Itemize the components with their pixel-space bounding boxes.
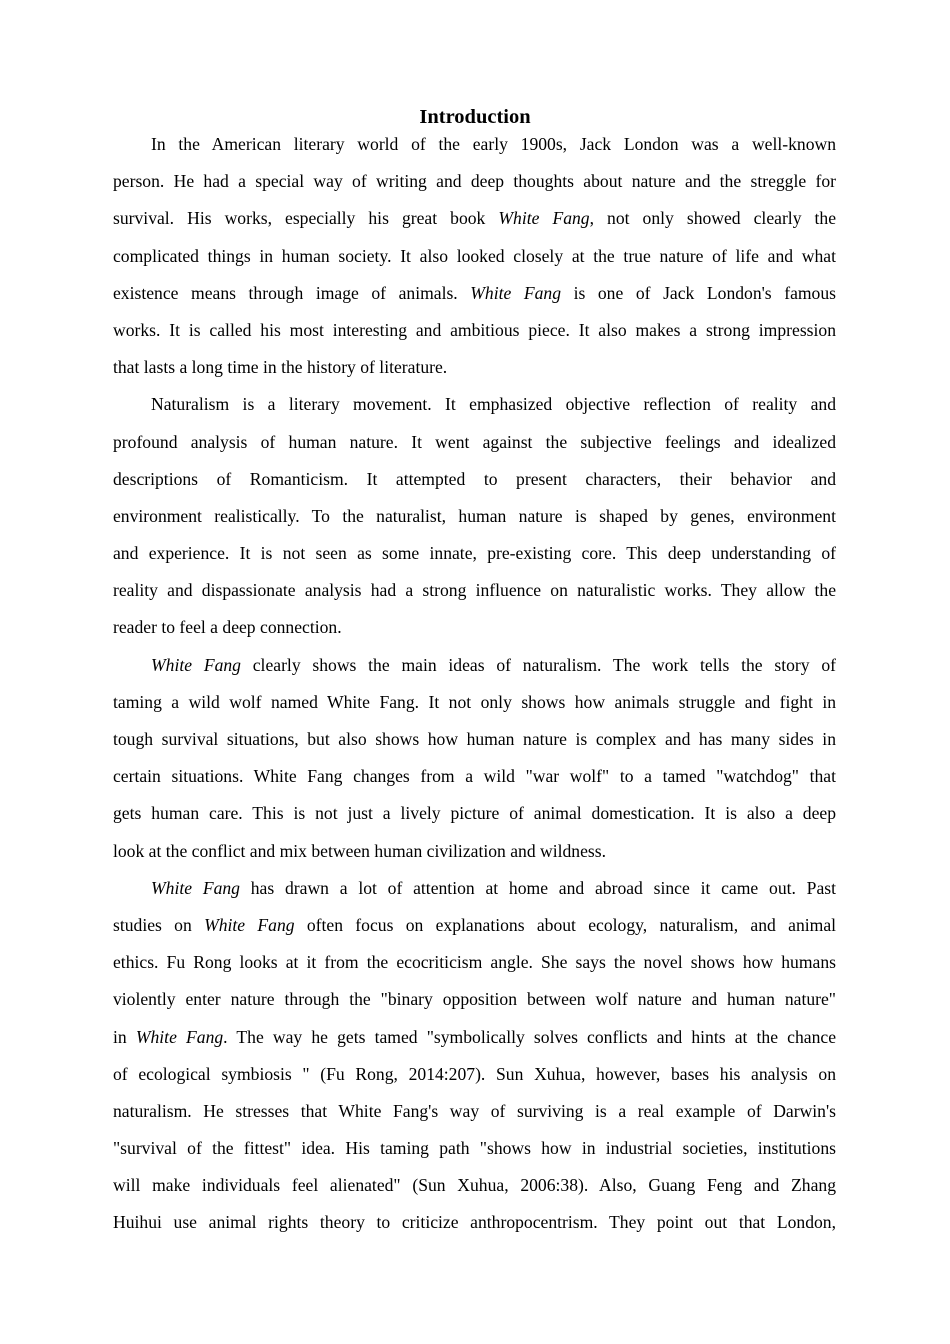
text-line bbox=[113, 424, 836, 461]
text-segment: profound analysis of human nature. It went against the subjective feelings and idealized bbox=[113, 431, 836, 452]
text-line bbox=[113, 981, 836, 1018]
text-segment: tough survival situations, but also shows how human nature is complex and has many sides in bbox=[113, 729, 836, 749]
text-line bbox=[113, 1204, 836, 1241]
text-line bbox=[113, 386, 836, 423]
text-segment: . The way he gets tamed "symbolically solves conflicts and hints at the chance bbox=[223, 1026, 837, 1047]
text-segment: of ecological symbiosis " (Fu Rong, 2014:207). Sun Xuhua, however, bases his analysis on bbox=[113, 1063, 836, 1084]
text-line bbox=[113, 907, 836, 944]
text-line bbox=[113, 238, 836, 275]
text-line bbox=[113, 944, 836, 981]
italic-title-text: White Fang bbox=[470, 282, 562, 303]
text-line bbox=[113, 833, 836, 870]
italic-title-text: White Fang bbox=[204, 914, 295, 935]
text-segment: reader to feel a deep connection. bbox=[113, 617, 342, 638]
text-line bbox=[113, 1056, 836, 1093]
text-segment: survival. His works, especially his great book bbox=[113, 208, 499, 229]
text-segment: gets human care. This is not just a lively picture of animal domestication. It is also a deep bbox=[113, 803, 836, 824]
text-segment: person. He had a special way of writing and deep thoughts about nature and the streggle for bbox=[113, 171, 836, 192]
text-segment: taming a wild wolf named White Fang. It not only shows how animals struggle and fight in bbox=[113, 691, 836, 712]
text-line bbox=[113, 349, 836, 386]
text-line bbox=[113, 684, 836, 721]
paragraph bbox=[113, 647, 836, 870]
text-segment: is one of Jack London's famous bbox=[561, 282, 836, 303]
text-line bbox=[113, 535, 836, 572]
italic-title-text: White Fang bbox=[498, 208, 590, 229]
text-segment: complicated things in human society. It also looked closely at the true nature of life and what bbox=[113, 245, 836, 266]
text-segment: studies on bbox=[113, 914, 205, 935]
text-segment: Huihui use animal rights theory to criticize anthropocentrism. They point out that London, bbox=[113, 1212, 836, 1233]
text-line bbox=[113, 572, 836, 609]
text-line bbox=[113, 1167, 836, 1204]
paragraph bbox=[113, 870, 836, 1242]
text-segment: and experience. It is not seen as some innate, pre-existing core. This deep understanding of bbox=[113, 543, 836, 564]
text-line bbox=[113, 870, 836, 907]
text-line bbox=[113, 721, 836, 758]
document-body bbox=[113, 126, 836, 1242]
text-segment: existence means through image of animals. bbox=[113, 282, 471, 303]
text-segment: has drawn a lot of attention at home and abroad since it came out. Past bbox=[239, 877, 837, 898]
text-line bbox=[113, 126, 836, 163]
text-segment: Naturalism is a literary movement. It emphasized objective reflection of reality and bbox=[151, 394, 836, 415]
text-segment: works. It is called his most interesting and ambitious piece. It also makes a strong impression bbox=[113, 319, 836, 340]
text-line bbox=[113, 200, 836, 237]
text-segment: will make individuals feel alienated" (Sun Xuhua, 2006:38). Also, Guang Feng and Zhang bbox=[113, 1175, 836, 1196]
text-line bbox=[113, 609, 836, 646]
text-line bbox=[113, 163, 836, 200]
text-segment: look at the conflict and mix between human civilization and wildness. bbox=[113, 840, 606, 861]
italic-title-text: White Fang bbox=[135, 1026, 224, 1047]
text-line bbox=[113, 461, 836, 498]
text-segment: environment realistically. To the naturalist, human nature is shaped by genes, environment bbox=[113, 505, 836, 526]
text-line bbox=[113, 647, 836, 684]
text-segment: In the American literary world of the early 1900s, Jack London was a well-known bbox=[151, 134, 836, 154]
paragraph bbox=[113, 386, 836, 646]
text-segment: ethics. Fu Rong looks at it from the ecocriticism angle. She says the novel shows how humans bbox=[113, 952, 836, 973]
text-segment: certain situations. White Fang changes from a wild "war wolf" to a tamed "watchdog" that bbox=[113, 766, 836, 787]
text-segment: clearly shows the main ideas of naturalism. The work tells the story of bbox=[240, 654, 836, 675]
text-segment: that lasts a long time in the history of literature. bbox=[113, 357, 448, 378]
text-line bbox=[113, 1093, 836, 1130]
paragraph bbox=[113, 126, 836, 386]
text-segment: violently enter nature through the "binary opposition between wolf nature and human nature" bbox=[113, 989, 836, 1010]
text-segment: "survival of the fittest" idea. His taming path "shows how in industrial societies, institutions bbox=[113, 1138, 836, 1159]
italic-title-text: White Fang bbox=[151, 877, 240, 898]
text-line bbox=[113, 312, 836, 349]
text-segment: , not only showed clearly the bbox=[589, 208, 837, 229]
text-segment: in bbox=[113, 1026, 136, 1047]
text-segment: reality and dispassionate analysis had a strong influence on naturalistic works. They allow the bbox=[113, 580, 836, 601]
text-line bbox=[113, 758, 836, 795]
text-segment: often focus on explanations about ecology, naturalism, and animal bbox=[294, 914, 837, 935]
section-title: Introduction bbox=[419, 106, 531, 128]
text-line bbox=[113, 1130, 836, 1167]
text-line bbox=[113, 275, 836, 312]
text-segment: naturalism. He stresses that White Fang's way of surviving is a real example of Darwin's bbox=[113, 1100, 836, 1121]
text-segment: descriptions of Romanticism. It attempted to present characters, their behavior and bbox=[113, 468, 836, 489]
text-line bbox=[113, 498, 836, 535]
text-line bbox=[113, 1019, 836, 1056]
italic-title-text: White Fang bbox=[151, 654, 241, 675]
text-line bbox=[113, 795, 836, 832]
